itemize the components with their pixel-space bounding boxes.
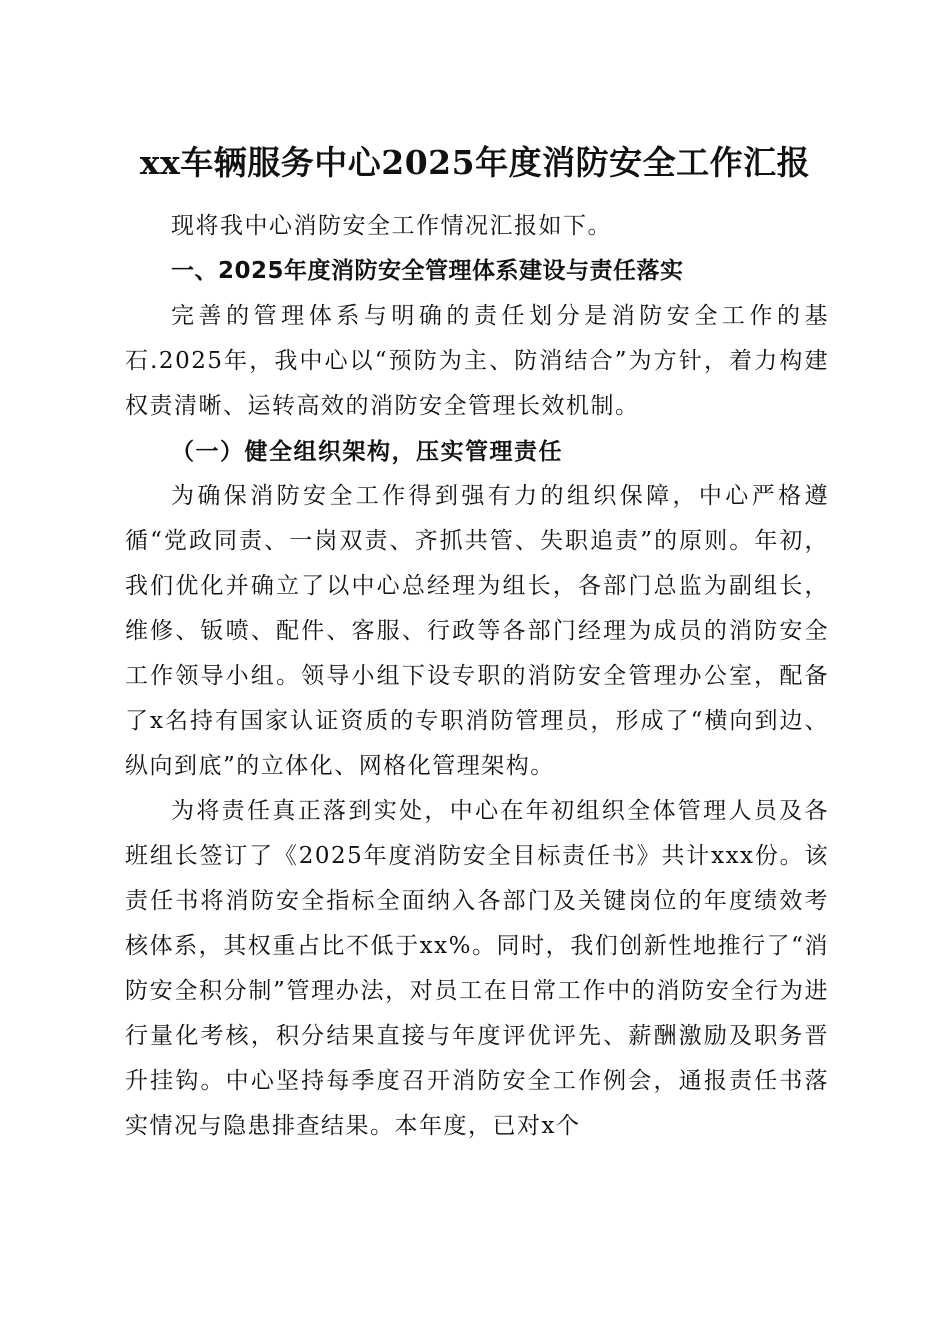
- subsection-paragraph-1: 为确保消防安全工作得到强有力的组织保障，中心严格遵循“党政同责、一岗双责、齐抓共管、失职追责”的原则。年初，我们优化并确立了以中心总经理为组长，各部门总监为副组长，维修、钣喷、配件、客服、行政等各部门经理为成员的消防安全工作领导小组。领导小组下设专职的消防安全管理办公室，配备了x名持有国家认证资质的专职消防管理员，形成了“横向到边、纵向到底”的立体化、网格化管理架构。: [125, 483, 829, 779]
- intro-paragraph: 现将我中心消防安全工作情况汇报如下。: [171, 213, 612, 239]
- subsection-paragraph-2: 为将责任真正落到实处，中心在年初组织全体管理人员及各班组长签订了《2025年度消防安全目标责任书》共计xxx份。该责任书将消防安全指标全面纳入各部门及关键岗位的年度绩效考核体系，其权重占比不低于xx%。同时，我们创新性地推行了“消防安全积分制”管理办法，对员工在日常工作中的消防安全行为进行量化考核，积分结果直接与年度评优评先、薪酬激励及职务晋升挂钩。中心坚持每季度召开消防安全工作例会，通报责任书落实情况与隐患排查结果。本年度，已对x个: [125, 798, 829, 1139]
- subsection-heading: （一）健全组织架构，压实管理责任: [171, 438, 563, 465]
- section-heading: 一、2025年度消防安全管理体系建设与责任落实: [171, 258, 684, 284]
- section-paragraph: 完善的管理体系与明确的责任划分是消防安全工作的基石.2025年，我中心以“预防为主、防消结合”为方针，着力构建权责清晰、运转高效的消防安全管理长效机制。: [125, 303, 829, 419]
- document-body: [125, 204, 829, 1149]
- document-title: xx车辆服务中心2025年度消防安全工作汇报: [139, 143, 811, 182]
